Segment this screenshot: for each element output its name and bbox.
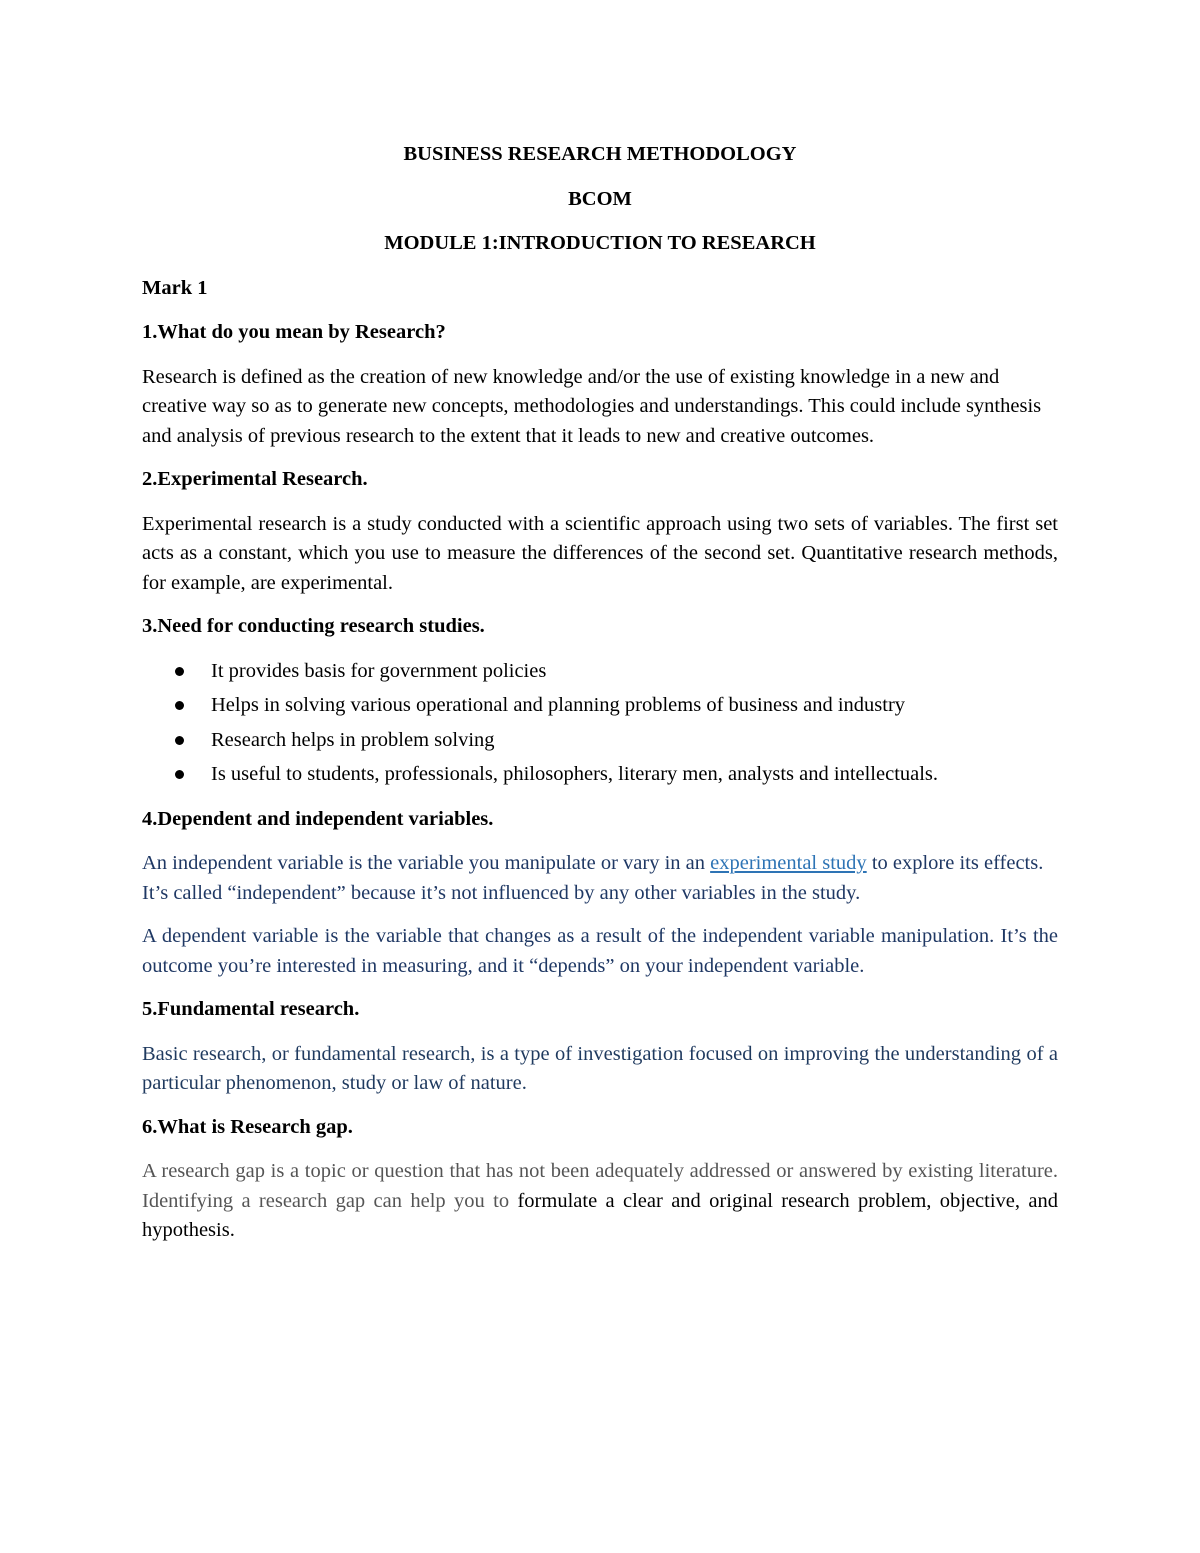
list-item-text: It provides basis for government policies: [211, 659, 547, 682]
document-page: [142, 140, 1058, 1260]
bullet-icon: [175, 770, 184, 779]
experimental-study-link[interactable]: experimental study: [710, 852, 867, 874]
question-4-answer-dependent: A dependent variable is the variable that changes as a result of the independent variable manipulation. It’s the outcome you’re interested in measuring, and it “depends” on your independent variable.: [142, 925, 1058, 977]
research-gap-text-start: A research gap is a topic or question that has not been adequately addressed or answered by existing literature. Identifying a research gap can help you to: [142, 1160, 1058, 1212]
bullet-icon: [175, 736, 184, 745]
list-item: [142, 760, 1058, 790]
mark-label: Mark 1: [142, 276, 208, 299]
question-2-heading: 2.Experimental Research.: [142, 468, 368, 490]
question-5-answer: Basic research, or fundamental research, is a type of investigation focused on improving the understanding of a particular phenomenon, study or law of nature.: [142, 1042, 1058, 1094]
question-2-answer: Experimental research is a study conducted with a scientific approach using two sets of variables. The first set acts as a constant, which you use to measure the differences of the second set. Quantitative research methods, for example, are experimental.: [142, 512, 1058, 594]
independent-text-start: An independent variable is the variable you manipulate or vary in an: [142, 852, 711, 874]
list-item-text: Helps in solving various operational and planning problems of business and industry: [211, 694, 906, 716]
question-4-heading: 4.Dependent and independent variables.: [142, 807, 494, 830]
list-item: [142, 657, 1058, 687]
list-item-text: Is useful to students, professionals, philosophers, literary men, analysts and intellectuals.: [211, 763, 939, 785]
question-3-heading: 3.Need for conducting research studies.: [142, 615, 485, 637]
bullet-icon: [175, 701, 184, 710]
list-item-text: Research helps in problem solving: [211, 728, 495, 751]
question-3-bullet-list: [142, 657, 1058, 790]
question-1-heading: 1.What do you mean by Research?: [142, 321, 446, 343]
document-subtitle: BCOM: [568, 187, 632, 210]
research-gap-text-end: formulate a clear and original research problem, objective, and hypothesis.: [142, 1189, 1058, 1241]
module-heading: MODULE 1:INTRODUCTION TO RESEARCH: [384, 232, 816, 254]
question-1-answer: Research is defined as the creation of new knowledge and/or the use of existing knowledge in a new and creative way so as to generate new concepts, methodologies and understandings. This could include synthesis and analysis of previous research to the extent that it leads to new and creative outcomes.: [142, 365, 1042, 447]
question-6-answer: [142, 1157, 1058, 1246]
bullet-icon: [175, 667, 184, 676]
independent-text-end: to explore its effects. It’s called “independent” because it’s not influenced by any other variables in the study.: [142, 852, 1044, 904]
list-item: [142, 726, 1058, 756]
question-5-heading: 5.Fundamental research.: [142, 998, 360, 1020]
document-title: BUSINESS RESEARCH METHODOLOGY: [403, 143, 797, 165]
question-6-heading: 6.What is Research gap.: [142, 1115, 353, 1138]
list-item: [142, 691, 1058, 721]
question-4-answer-independent: [142, 849, 1058, 908]
